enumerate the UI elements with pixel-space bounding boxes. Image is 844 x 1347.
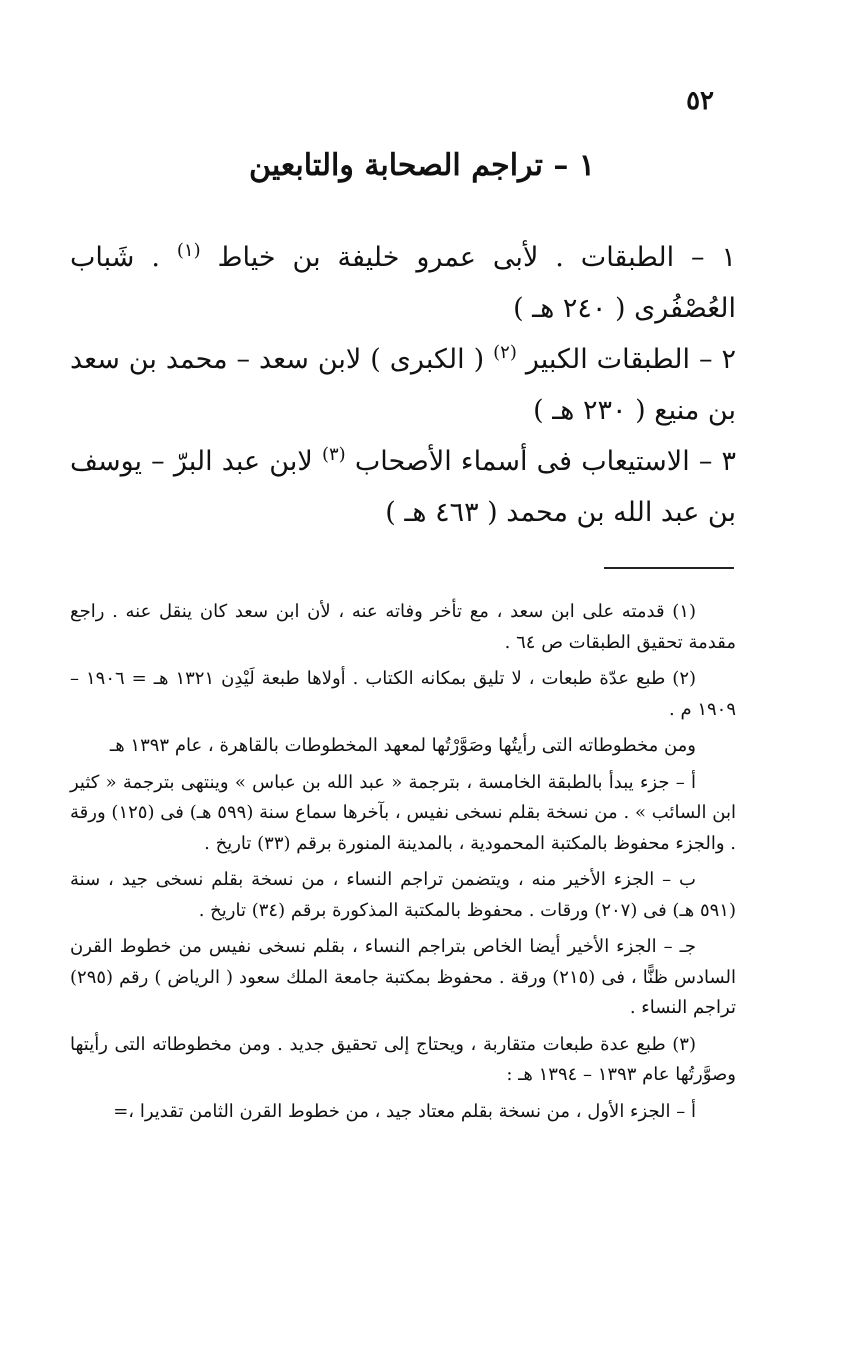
footnote-divider — [604, 567, 734, 569]
section-title: ١ – تراجم الصحابة والتابعين — [249, 148, 595, 183]
footnote-2-item-a: أ – جزء يبدأ بالطبقة الخامسة ، بترجمة « عبد الله بن عباس » وينتهى بترجمة « كثير ابن السائب » . من نسخة بقلم نسخى نفيس ، بآخرها سماع سنة (٥٩٩ هـ) فى (١٢٥) ورقة . والجزء محفوظ بالمكتبة المحمودية ، بالمدينة المنورة برقم (٣٣) تاريخ . — [70, 771, 736, 854]
entry-text-start: ٣ – الاستيعاب فى أسماء الأصحاب — [354, 446, 737, 477]
list-item — [70, 334, 736, 436]
footnote-3-item-a: أ – الجزء الأول ، من نسخة بقلم معتاد جيد ، من خطوط القرن الثامن تقديرا ،= — [113, 1100, 696, 1122]
footnote-2: (٢) طبع عدّة طبعات ، لا تليق بمكانه الكتاب . أولاها طبعة لَيْدِن ١٣٢١ هـ = ١٩٠٦ – ١٩٠٩ م . — [70, 668, 736, 720]
entry-text-start: ١ – الطبقات . لأبى عمرو خليفة بن خياط — [217, 242, 736, 273]
footnote-2-manuscripts: ومن مخطوطاته التى رأيتُها وصَوَّرْتُها لمعهد المخطوطات بالقاهرة ، عام ١٣٩٣ هـ — [109, 735, 696, 756]
footnote-3: (٣) طبع عدة طبعات متقاربة ، ويحتاج إلى تحقيق جديد . ومن مخطوطاته التى رأيتها وصوَّرتُها عام ١٣٩٣ – ١٣٩٤ هـ : — [70, 1033, 736, 1085]
page-number: ٥٢ — [686, 86, 714, 116]
entry-text-end: لابن عبد البرّ – يوسف بن عبد الله بن محمد ( ٤٦٣ هـ ) — [70, 446, 736, 528]
footnote-2-item-c: جـ – الجزء الأخير أيضا الخاص بتراجم النساء ، بقلم نسخى نفيس من خطوط القرن السادس ظنًّا ، فى (٢١٥) ورقة . محفوظ بمكتبة جامعة الملك سعود ( الرياض ) رقم (٢٩٥) تراجم النساء . — [70, 936, 736, 1018]
footnote-1: (١) قدمته على ابن سعد ، مع تأخر وفاته عنه ، لأن ابن سعد كان ينقل عنه . راجع مقدمة تحقيق الطبقات ص ٦٤ . — [70, 601, 736, 653]
list-item — [70, 436, 736, 538]
footnotes — [70, 597, 736, 1133]
entry-list — [70, 232, 736, 538]
footnote-reference: (١) — [176, 240, 201, 261]
footnote-reference: (٣) — [321, 444, 346, 465]
entry-text-end: . شَباب العُصْفُرى ( ٢٤٠ هـ ) — [70, 242, 736, 324]
entry-text-start: ٢ – الطبقات الكبير — [525, 344, 736, 375]
footnote-reference: (٢) — [493, 342, 517, 363]
entry-text-end: ( الكبرى ) لابن سعد – محمد بن سعد بن منيع ( ٢٣٠ هـ ) — [70, 344, 736, 426]
footnote-2-item-b: ب – الجزء الأخير منه ، ويتضمن تراجم النساء ، من نسخة بقلم نسخى جيد ، سنة (٥٩١ هـ) فى (٢٠٧) ورقات . محفوظ بالمكتبة المذكورة برقم (٣٤) تاريخ . — [70, 869, 736, 921]
list-item — [70, 232, 736, 334]
